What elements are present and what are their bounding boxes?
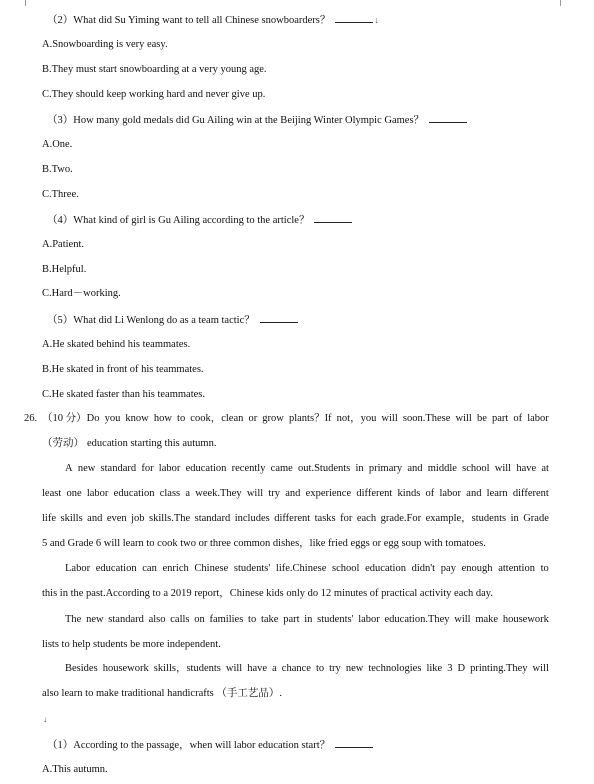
passage-word: in [510,513,519,524]
option-text: B.He skated in front of his teammates. [42,364,204,375]
passage-word: attention [498,563,535,574]
passage-line [65,462,549,476]
passage-word: Grade [523,513,549,524]
passage-word: part [491,413,509,424]
passage-word: chance [281,663,311,674]
passage-word: education.They [384,614,450,625]
question-stem: （1）According to the passage，when will labor education start？ [47,740,331,751]
passage-word: example，students [425,513,507,524]
passage-word: housework [502,614,549,625]
passage-word: students' [233,563,271,574]
passage-word: for [340,513,353,524]
option-text: C.Three. [42,189,79,200]
answer-blank[interactable] [429,112,467,123]
option-text: C.They should keep working hard and never give up. [42,89,266,100]
passage-word: enrich [162,563,189,574]
passage-word: job [131,513,145,524]
passage-word: labor [358,614,380,625]
option-c[interactable] [42,88,265,102]
passage-word: and [87,513,103,524]
passage-word: A [65,463,73,474]
passage-word: will [494,463,512,474]
passage-line [42,687,549,701]
passage-word: and [285,488,301,499]
passage-word: will [246,488,264,499]
option-text: A.He skated behind his teammates. [42,339,191,350]
passage-word: 3 [447,663,453,674]
option-b[interactable] [42,63,267,77]
passage-word: education starting this autumn. [87,438,217,449]
option-a[interactable] [42,38,168,52]
passage-word: experience [305,488,352,499]
passage-word: （劳动） [42,438,84,449]
passage-word: middle [427,463,457,474]
passage-word: or [248,413,258,424]
option-b[interactable] [42,363,204,377]
passage-word: Chinese [194,563,229,574]
answer-blank[interactable] [260,312,298,323]
passage-word: education [113,488,155,499]
passage-word: one [66,488,82,499]
passage-word: grade.For [380,513,422,524]
passage-word: to [540,563,549,574]
question-2 [47,12,379,28]
passage-word: a [272,663,277,674]
passage-word: week.They [195,488,242,499]
passage-word: how [153,413,172,424]
passage-word: a [185,488,191,499]
passage-word: skills，students [153,663,221,674]
answer-blank[interactable] [335,737,373,748]
passage-word: class [159,488,181,499]
passage-word: recently [231,463,266,474]
passage-word: at [541,463,549,474]
option-c[interactable] [42,188,79,202]
passage-word: try [329,663,341,674]
option-a[interactable] [42,338,190,352]
option-text: A.Patient. [42,239,84,250]
passage-word: part [283,614,300,625]
passage-word: this in the past.According to a 2019 report，Chinese kids only do 12 minutes of practical activity each day. [42,588,494,599]
passage-word: out.Students [298,463,351,474]
passage-word: on [194,614,205,625]
passage-word: D [457,663,466,674]
passage-word: you [104,413,121,424]
passage-word: labor [86,488,109,499]
passage-word: housework [102,663,149,674]
passage-word: labor [158,463,181,474]
passage-word: Labor [65,563,91,574]
passage-word: life.Chinese [275,563,327,574]
option-text: A.Snowboarding is very easy. [42,39,168,50]
passage-line [42,537,549,551]
passage-line [65,662,549,676]
passage-word: enough [461,563,493,574]
option-a[interactable] [42,238,84,252]
passage-line [42,412,549,426]
passage-word: be [476,413,487,424]
passage-word: to [315,663,325,674]
passage-word: different [512,488,549,499]
passage-line [42,587,549,601]
passage-line [42,638,549,652]
option-text: B.Two. [42,164,73,175]
option-c[interactable] [42,388,205,402]
passage-word: The [65,614,82,625]
passage-word: new [86,614,104,625]
passage-word: soon.These [402,413,451,424]
passage-word: for [141,463,154,474]
passage-word: each [356,513,377,524]
passage-word: cook，clean [190,413,244,424]
passage-word: different [356,488,393,499]
passage-word: will [381,413,398,424]
passage-word: even [106,513,127,524]
empty-paragraph-mark: ↓ [43,714,48,724]
question-3 [47,112,467,128]
passage-word: will [532,663,549,674]
passage-word: learn [486,488,508,499]
option-a[interactable] [42,138,72,152]
passage-word: new [77,463,96,474]
passage-word: skills.The [149,513,191,524]
passage-word: grow [262,413,284,424]
passage-word: Besides [65,663,98,674]
passage-word: pay [440,563,456,574]
passage-word: school [332,563,360,574]
passage-word: includes [234,513,270,524]
passage-word: have [247,663,268,674]
passage-word: of [425,488,435,499]
passage-word: will [455,413,472,424]
passage-word: education [365,563,406,574]
page-corner-mark [560,0,570,6]
passage-word: education [95,563,137,574]
passage-word: try [268,488,281,499]
question-stem: （3）How many gold medals did Gu Ailing win at the Beijing Winter Olympic Games？ [47,115,425,126]
passage-word: labor [527,413,549,424]
question-stem: （2）What did Su Yiming want to tell all Chinese snowboarders？ [47,15,331,26]
option-text: B.They must start snowboarding at a very young age. [42,64,267,75]
passage-word: （10 分）Do [42,413,100,424]
passage-word: standard [100,463,137,474]
passage-word: not，you [336,413,377,424]
page-corner-mark [16,0,26,6]
question-stem: （4）What kind of girl is Gu Ailing according to the article？ [47,215,310,226]
passage-word: also learn to make traditional handicrafts （手工艺品）. [42,688,282,699]
option-b[interactable] [42,263,86,277]
passage-word: make [475,614,499,625]
passage-word: tasks [314,513,336,524]
passage-word: standard [108,614,144,625]
passage-word: know [125,413,149,424]
passage-word: to [248,614,257,625]
passage-word: families [209,614,244,625]
passage-word: of [513,413,523,424]
passage-word: primary [368,463,403,474]
option-a[interactable] [42,763,108,777]
passage-word: students' [317,614,354,625]
passage-line [42,512,549,526]
option-text: A.This autumn. [42,764,108,775]
passage-word: different [274,513,311,524]
passage-line [65,613,549,627]
passage-word: have [516,463,537,474]
passage-word: like [426,663,443,674]
passage-word: to [177,413,186,424]
passage-word: calls [170,614,190,625]
passage-word: skills [60,513,83,524]
passage-word: plants？If [288,413,332,424]
passage-word: can [142,563,157,574]
paragraph-mark: ↓ [374,15,379,25]
option-text: A.One. [42,139,73,150]
passage-line [42,437,549,451]
passage-word: life [42,513,56,524]
option-text: B.Helpful. [42,264,87,275]
passage-word: printing.They [470,663,528,674]
option-text: C.He skated faster than his teammates. [42,389,205,400]
passage-word: standard [194,513,231,524]
passage-word: will [454,614,471,625]
option-text: C.Hard－working. [42,288,121,299]
passage-word: didn't [411,563,436,574]
passage-word: new [345,663,364,674]
question-number: 26. [24,413,38,424]
passage-word: technologies [368,663,422,674]
question-4 [47,212,352,228]
passage-word: education [185,463,227,474]
passage-word: school [462,463,490,474]
passage-word: in [355,463,364,474]
passage-word: labor [439,488,462,499]
option-b[interactable] [42,163,73,177]
question-5 [47,312,298,328]
passage-word: in [304,614,313,625]
answer-blank[interactable] [314,212,352,223]
passage-line [42,487,549,501]
passage-word: kinds [397,488,421,499]
passage-word: and [407,463,423,474]
passage-line [65,562,549,576]
passage-word: least [42,488,62,499]
answer-blank[interactable] [335,12,373,23]
passage-word: take [260,614,279,625]
passage-word: also [148,614,166,625]
option-c[interactable] [42,287,121,301]
question-stem: （5）What did Li Wenlong do as a team tactic？ [47,315,255,326]
question-1 [47,737,373,753]
passage-word: came [270,463,293,474]
passage-word: 5 and Grade 6 will learn to cook two or three common dishes，like fried eggs or egg soup with tomatoes. [42,538,486,549]
passage-word: lists to help students be more independent. [42,639,221,650]
passage-word: will [225,663,243,674]
passage-word: and [466,488,482,499]
